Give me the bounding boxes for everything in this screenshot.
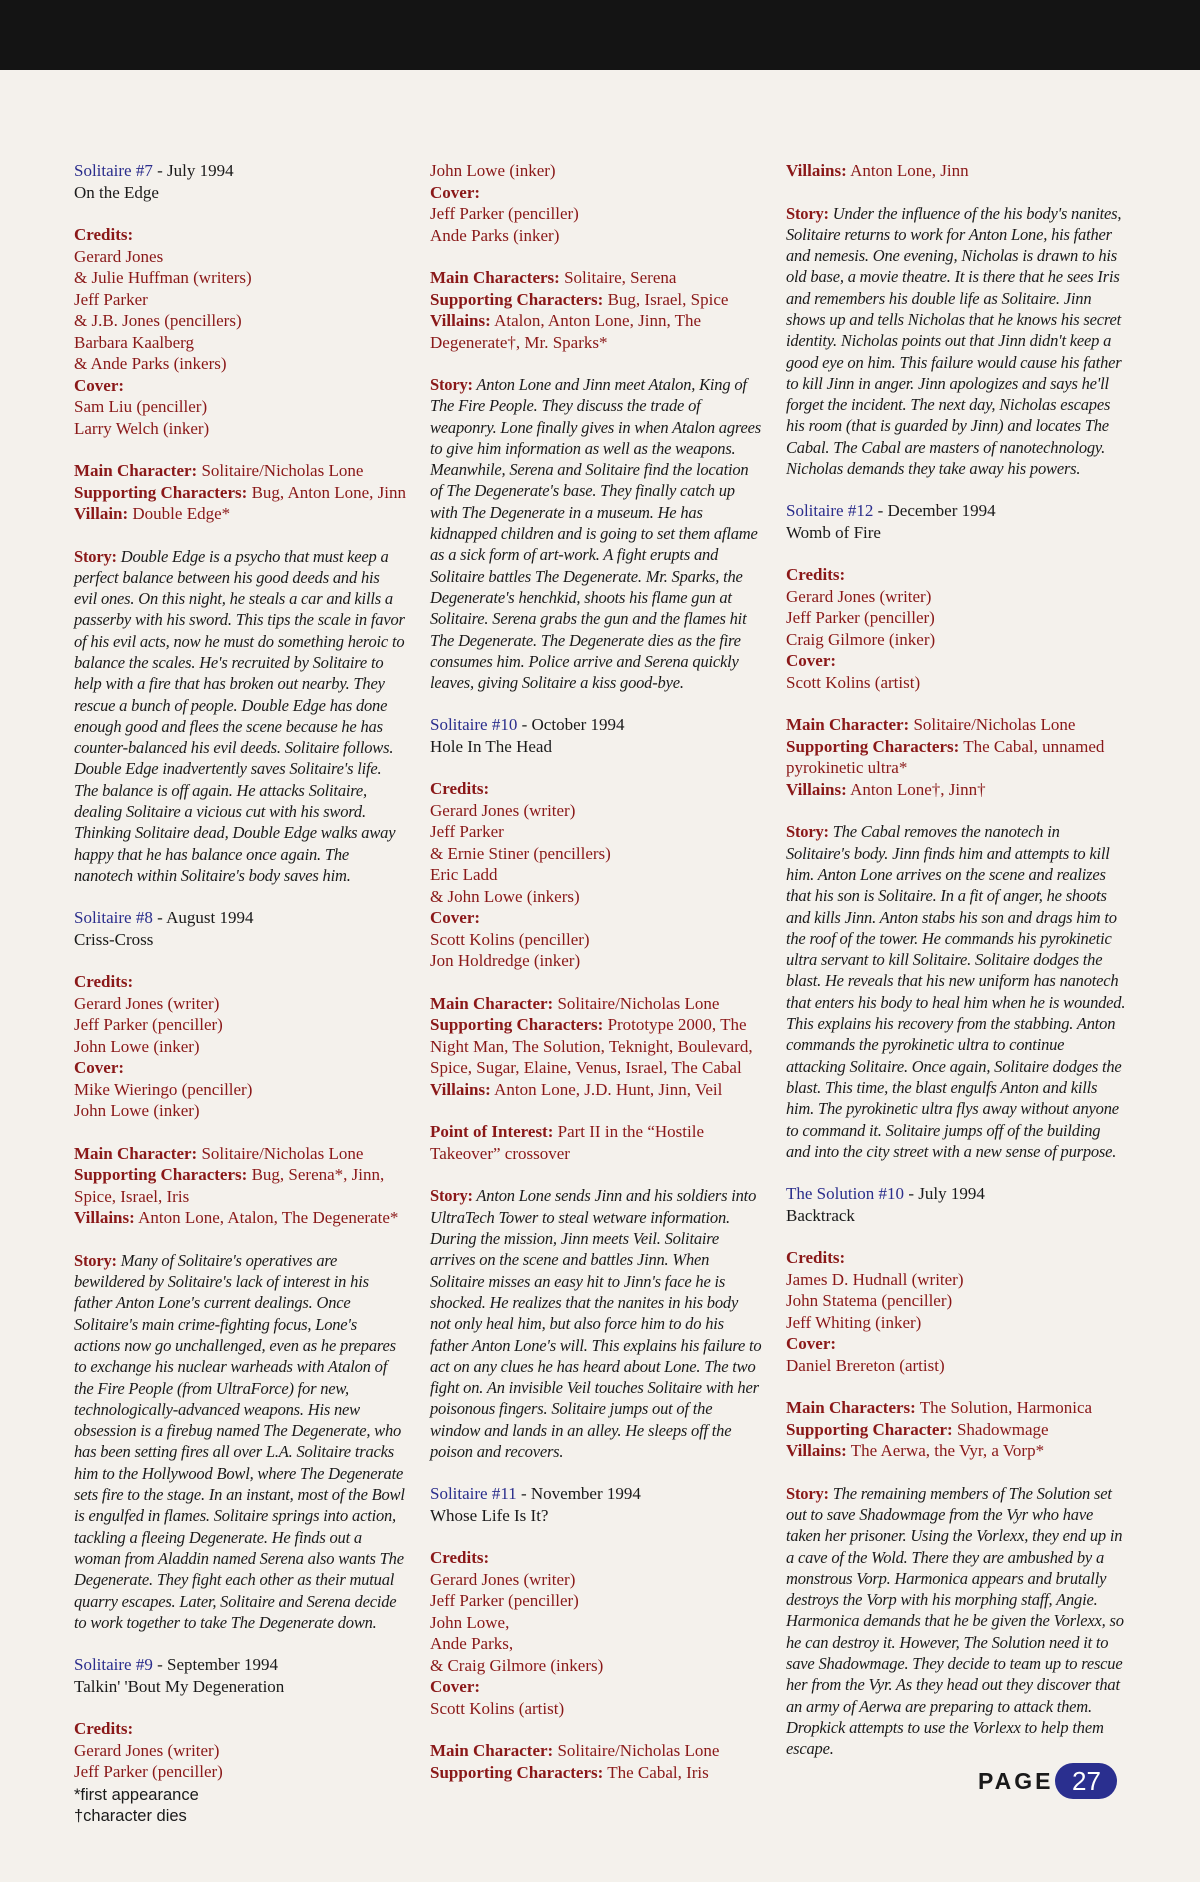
- story-label: Story:: [74, 546, 117, 566]
- issue-title: Whose Life Is It?: [430, 1505, 549, 1525]
- credit-line: John Statema (penciller): [786, 1291, 953, 1311]
- poi-value: Part II in the “Hostile Takeover” crossover: [430, 1122, 704, 1163]
- credit-line: Jeff Parker (penciller): [74, 1762, 223, 1782]
- char-value: The Solution, Harmonica: [915, 1398, 1093, 1418]
- credit-line: Jeff Parker: [430, 822, 504, 842]
- credit-line: Gerard Jones (writer): [786, 586, 932, 606]
- char-value: Solitaire/Nicholas Lone: [909, 715, 1076, 735]
- credits-block: [74, 971, 406, 1122]
- issue-title: Backtrack: [786, 1205, 855, 1225]
- page-indicator: [978, 1762, 1117, 1800]
- credit-line: & Julie Huffman (writers): [74, 268, 252, 287]
- footnote-character-dies: †character dies: [74, 1807, 187, 1825]
- credits-block: [786, 1247, 1126, 1376]
- story-text: Under the influence of the his body's nanites, Solitaire returns to work for Anton Lone, his father and nemesis. One evening, Nicholas is drawn to his old base, a movie theatre. It is there that he sees Iris and remembers his double life as Solitaire. Jinn shows up and tells Nicholas that he knows his secret identity. Nicholas points out that Jinn didn't keep a good eye on him. This failure would cause his father to kill Jinn in anger. Jinn apologizes and says he'll forget the incident. The next day, Nicholas escapes his room (that is guarded by Jinn) and locates The Cabal. The Cabal are masters of nanotechnology. Nicholas demands they take away his powers.: [786, 203, 1122, 479]
- issue-name: Solitaire #10: [430, 715, 518, 735]
- story-label: Story:: [430, 375, 473, 394]
- credit-line: Gerard Jones (writer): [430, 800, 576, 820]
- char-label: Supporting Characters:: [74, 1165, 248, 1185]
- credit-line: Eric Ladd: [430, 865, 498, 885]
- issue-heading: [74, 1654, 406, 1697]
- char-value: Bug, Anton Lone, Jinn: [247, 482, 406, 502]
- story-text: Many of Solitaire's operatives are bewildered by Solitaire's lack of interest in his father Anton Lone's current dealings. Once Solitaire's main crime-fighting focus, Lone's actions now go unchallenged, even as he prepares to exchange his nuclear warheads with Atalon of the Fire People (from UltraForce) for new, technologically-advanced weapons. His new obsession is a firebug named The Degenerate, who has been setting fires all over L.A. Solitaire tracks him to the Hollywood Bowl, where The Degenerate sets fire to the stage. In an instant, most of the Bowl is engulfed in flames. Solitaire springs into action, tackling a fleeing Degenerate. He finds out a woman from Aladdin named Serena also wants The Degenerate. They fight each other as their mutual quarry escapes. Later, Solitaire and Serena decide to work together to take The Degenerate down.: [74, 1250, 405, 1632]
- column-1: [74, 160, 406, 1804]
- credits-label: Credits:: [786, 1248, 846, 1268]
- story-label: Story:: [74, 1250, 117, 1270]
- characters-block: [430, 993, 762, 1101]
- credit-line: & Craig Gilmore (inkers): [430, 1655, 604, 1675]
- char-label: Villains:: [786, 161, 847, 180]
- footnotes: [74, 1785, 199, 1827]
- top-black-bar: [0, 0, 1200, 70]
- story-paragraph: [74, 546, 406, 887]
- story-text: The Cabal removes the nanotech in Solitaire's body. Jinn finds him and attempts to kill him. Anton Lone arrives on the scene and realizes that his son is Solitaire. In a fit of anger, he shoots and kills Jinn. Anton stabs his son and drags him to the roof of the tower. He commands his pyrokinetic ultra servant to kill Solitaire. Solitaire dodges the blast. He reveals that his new uniform has nanotech that enters his body to heal him when he is wounded. This explains his recovery from the stabbing. Anton commands the pyrokinetic ultra to continue attacking Solitaire. Once again, Solitaire dodges the blast. This time, the blast engulfs Anton and kills him. The pyrokinetic ultra flys away without anyone to command it. Solitaire jumps off of the building and into the city street with a new sense of purpose.: [786, 822, 1126, 1161]
- char-value: Shadowmage: [952, 1419, 1049, 1439]
- char-value: Bug, Israel, Spice: [603, 289, 729, 309]
- char-value: Anton Lone†, Jinn†: [846, 779, 986, 799]
- story-paragraph: [786, 821, 1126, 1162]
- credit-line: & Ernie Stiner (pencillers): [430, 843, 611, 863]
- char-value: Anton Lone, J.D. Hunt, Jinn, Veil: [490, 1079, 723, 1099]
- story-text: Double Edge is a psycho that must keep a perfect balance between his good deeds and his evil ones. On this night, he steals a car and kills a passerby with his sword. This tips the scale in favor of his evil acts, now he must do something heroic to balance the scales. He's recruited by Solitaire to help with a fire that has broken out nearby. They rescue a bunch of people. Double Edge has done enough good and flees the scene because he has counter-balanced his evil deeds. Solitaire follows. Double Edge inadvertently saves Solitaire's life. The balance is off again. He attacks Solitaire, dealing Solitaire a vicious cut with his sword. Thinking Solitaire dead, Double Edge walks away happy that he has balance once again. The nanotech within Solitaire's body saves him.: [74, 546, 405, 885]
- char-label: Main Characters:: [430, 268, 560, 287]
- credit-line: Gerard Jones (writer): [430, 1569, 576, 1589]
- cover-label: Cover:: [74, 375, 125, 395]
- credit-line: Craig Gilmore (inker): [786, 629, 936, 649]
- credits-block: [430, 160, 762, 246]
- issue-name: Solitaire #11: [430, 1484, 517, 1504]
- cover-line: Ande Parks (inker): [430, 225, 560, 245]
- credit-line: Jeff Parker (penciller): [430, 1591, 579, 1611]
- cover-line: Jon Holdredge (inker): [430, 951, 581, 971]
- poi-label: Point of Interest:: [430, 1122, 554, 1142]
- issue-date: - September 1994: [152, 1655, 278, 1675]
- char-value: Anton Lone, Jinn: [846, 161, 969, 180]
- issue-heading: [430, 1483, 762, 1526]
- story-text: Anton Lone sends Jinn and his soldiers into UltraTech Tower to steal wetware information. During the mission, Jinn meets Veil. Solitaire arrives on the scene and battles Jinn. When Solitaire misses an easy hit to Jinn's face he is shocked. He realizes that the nanites in his body not only heal him, but also force him to do his father Anton Lone's will. This explains his failure to act on any clues he has heard about Lone. The two fight on. An invisible Veil touches Solitaire with her poisonous fingers. Solitaire jumps out of the window and lands in an alley. He sleeps off the poison and recovers.: [430, 1186, 762, 1462]
- char-value: Double Edge*: [128, 504, 231, 523]
- char-label: Villains:: [74, 1208, 135, 1228]
- cover-line: Scott Kolins (artist): [430, 1698, 565, 1718]
- credits-block: [430, 1547, 762, 1719]
- cover-line: Mike Wieringo (penciller): [74, 1079, 253, 1099]
- char-label: Supporting Character:: [786, 1419, 953, 1439]
- char-label: Supporting Characters:: [430, 1015, 604, 1035]
- char-value: Atalon, Anton Lone, Jinn, The Degenerate†, Mr. Sparks*: [430, 311, 702, 352]
- issue-name: Solitaire #7: [74, 161, 153, 180]
- credit-line: Gerard Jones (writer): [74, 1740, 220, 1760]
- page-number-badge: 27: [1055, 1763, 1117, 1799]
- cover-label: Cover:: [786, 651, 837, 671]
- cover-line: Jeff Parker (penciller): [430, 204, 579, 223]
- char-label: Main Character:: [430, 993, 554, 1013]
- issue-title: On the Edge: [74, 182, 159, 202]
- issue-heading: [74, 907, 406, 950]
- cover-label: Cover:: [430, 1677, 481, 1697]
- credit-line: James D. Hudnall (writer): [786, 1269, 964, 1289]
- credit-line: & J.B. Jones (pencillers): [74, 311, 242, 330]
- char-value: Solitaire/Nicholas Lone: [553, 993, 720, 1013]
- credit-line: Jeff Parker (penciller): [74, 1015, 223, 1035]
- char-label: Villains:: [786, 1441, 847, 1461]
- credits-label: Credits:: [430, 779, 490, 799]
- char-value: The Aerwa, the Vyr, a Vorp*: [846, 1441, 1045, 1461]
- story-label: Story:: [786, 1483, 829, 1503]
- char-value: Solitaire/Nicholas Lone: [197, 1143, 364, 1163]
- credit-line: Jeff Parker (penciller): [786, 608, 935, 628]
- issue-heading: [786, 1183, 1126, 1226]
- char-label: Supporting Characters:: [786, 736, 960, 756]
- story-paragraph: [430, 374, 762, 693]
- char-value: Solitaire/Nicholas Lone: [197, 461, 364, 480]
- issue-name: Solitaire #8: [74, 908, 153, 928]
- issue-date: - October 1994: [517, 715, 625, 735]
- char-label: Main Character:: [74, 461, 198, 480]
- issue-name: Solitaire #9: [74, 1655, 153, 1675]
- char-label: Supporting Characters:: [74, 482, 248, 502]
- cover-line: Daniel Brereton (artist): [786, 1355, 945, 1375]
- credit-line: Jeff Parker: [74, 289, 148, 309]
- credit-line: Gerard Jones: [74, 246, 164, 266]
- char-value: Solitaire, Serena: [559, 268, 677, 287]
- issue-title: Talkin' 'Bout My Degeneration: [74, 1676, 285, 1696]
- characters-block: [786, 1397, 1126, 1462]
- story-text: The remaining members of The Solution set out to save Shadowmage from the Vyr who have taken her prisoner. Using the Vorlexx, they end up in a cave of the Wold. There they are ambushed by a monstrous Vorp. Harmonica appears and brutally destroys the Vorp with his morphing staff, Angie. Harmonica demands that he be given the Vorlexx, so he can destroy it. However, The Solution need it to save Shadowmage. They decide to team up to rescue her from the Vyr. As they head out they discover that an army of Aerwa are preparing to attack them. Dropkick attempts to use the Vorlexx to help them escape.: [786, 1483, 1124, 1759]
- credits-block: [74, 224, 406, 439]
- credit-line: John Lowe (inker): [430, 161, 556, 180]
- characters-block: [786, 160, 1126, 182]
- story-text: Anton Lone and Jinn meet Atalon, King of The Fire People. They discuss the trade of weaponry. Lone finally gives in when Atalon agrees to give him information as well as the weapons. Meanwhile, Serena and Solitaire find the location of The Degenerate's base. They finally catch up with The Degenerate in a museum. He has kidnapped children and is going to set them aflame as a sick form of art-work. A fight erupts and Solitaire battles The Degenerate. Mr. Sparks, the Degenerate's henchkid, shoots his flame gun at Solitaire. Serena grabs the gun and the flames hit The Degenerate. The Degenerate dies as the fire consumes him. Police arrive and Serena quickly leaves, giving Solitaire a kiss good-bye.: [430, 375, 761, 693]
- story-paragraph: [74, 1250, 406, 1633]
- credits-block: [74, 1718, 406, 1783]
- column-2: [430, 160, 762, 1804]
- issue-name: Solitaire #12: [786, 501, 874, 521]
- characters-block: [430, 267, 762, 353]
- cover-label: Cover:: [786, 1334, 837, 1354]
- story-paragraph: [430, 1185, 762, 1462]
- credit-line: John Lowe (inker): [74, 1036, 200, 1056]
- cover-line: Sam Liu (penciller): [74, 397, 208, 416]
- credit-line: Gerard Jones (writer): [74, 993, 220, 1013]
- char-value: Bug, Serena*, Jinn, Spice, Israel, Iris: [74, 1165, 385, 1206]
- story-label: Story:: [786, 203, 829, 223]
- cover-line: Scott Kolins (artist): [786, 672, 921, 692]
- credits-label: Credits:: [74, 225, 134, 244]
- credit-line: Jeff Whiting (inker): [786, 1312, 922, 1332]
- credits-label: Credits:: [74, 1719, 134, 1739]
- footnote-first-appearance: *first appearance: [74, 1786, 199, 1804]
- issue-date: - July 1994: [904, 1184, 985, 1204]
- credit-line: & John Lowe (inkers): [430, 886, 580, 906]
- char-label: Main Character:: [786, 715, 910, 735]
- credits-block: [430, 778, 762, 972]
- char-label: Supporting Characters:: [430, 1762, 604, 1782]
- char-label: Villain:: [74, 504, 129, 523]
- story-paragraph: [786, 1483, 1126, 1760]
- issue-heading: [786, 500, 1126, 543]
- char-label: Main Character:: [74, 1143, 198, 1163]
- char-value: Solitaire/Nicholas Lone: [553, 1741, 720, 1761]
- credits-block: [786, 564, 1126, 693]
- issue-heading: [74, 160, 406, 203]
- characters-block: [430, 1740, 762, 1783]
- characters-block: [786, 714, 1126, 800]
- char-value: The Cabal, unnamed pyrokinetic ultra*: [786, 736, 1105, 778]
- cover-line: Larry Welch (inker): [74, 418, 210, 438]
- char-label: Villains:: [786, 779, 847, 799]
- char-label: Supporting Characters:: [430, 289, 604, 309]
- characters-block: [74, 1143, 406, 1229]
- issue-date: - July 1994: [152, 161, 234, 180]
- column-3: [786, 160, 1126, 1780]
- credits-label: Credits:: [74, 972, 134, 992]
- char-value: The Cabal, Iris: [603, 1762, 709, 1782]
- story-paragraph: [786, 203, 1126, 480]
- story-label: Story:: [430, 1186, 473, 1206]
- char-value: Anton Lone, Atalon, The Degenerate*: [134, 1208, 399, 1228]
- char-label: Main Character:: [430, 1741, 554, 1761]
- page-word: PAGE: [978, 1767, 1054, 1794]
- credit-line: Ande Parks,: [430, 1634, 514, 1654]
- issue-name: The Solution #10: [786, 1184, 905, 1204]
- issue-title: Hole In The Head: [430, 736, 552, 756]
- issue-title: Womb of Fire: [786, 522, 881, 542]
- credit-line: Barbara Kaalberg: [74, 332, 195, 352]
- credits-label: Credits:: [430, 1548, 490, 1568]
- issue-date: - August 1994: [152, 908, 254, 928]
- char-value: Prototype 2000, The Night Man, The Solution, Teknight, Boulevard, Spice, Sugar, Elaine, Venus, Israel, The Cabal: [430, 1015, 753, 1078]
- credit-line: & Ande Parks (inkers): [74, 354, 227, 373]
- issue-heading: [430, 714, 762, 757]
- cover-label: Cover:: [430, 182, 481, 202]
- issue-date: - November 1994: [516, 1484, 641, 1504]
- cover-line: John Lowe (inker): [74, 1101, 200, 1121]
- story-label: Story:: [786, 822, 829, 842]
- point-of-interest: [430, 1121, 762, 1164]
- char-label: Villains:: [430, 311, 491, 330]
- cover-label: Cover:: [74, 1058, 125, 1078]
- issue-title: Criss-Cross: [74, 929, 154, 949]
- char-label: Main Characters:: [786, 1398, 916, 1418]
- cover-label: Cover:: [430, 908, 481, 928]
- cover-line: Scott Kolins (penciller): [430, 929, 590, 949]
- credits-label: Credits:: [786, 565, 846, 585]
- char-label: Villains:: [430, 1079, 491, 1099]
- credit-line: John Lowe,: [430, 1612, 510, 1632]
- characters-block: [74, 460, 406, 525]
- issue-date: - December 1994: [873, 501, 996, 521]
